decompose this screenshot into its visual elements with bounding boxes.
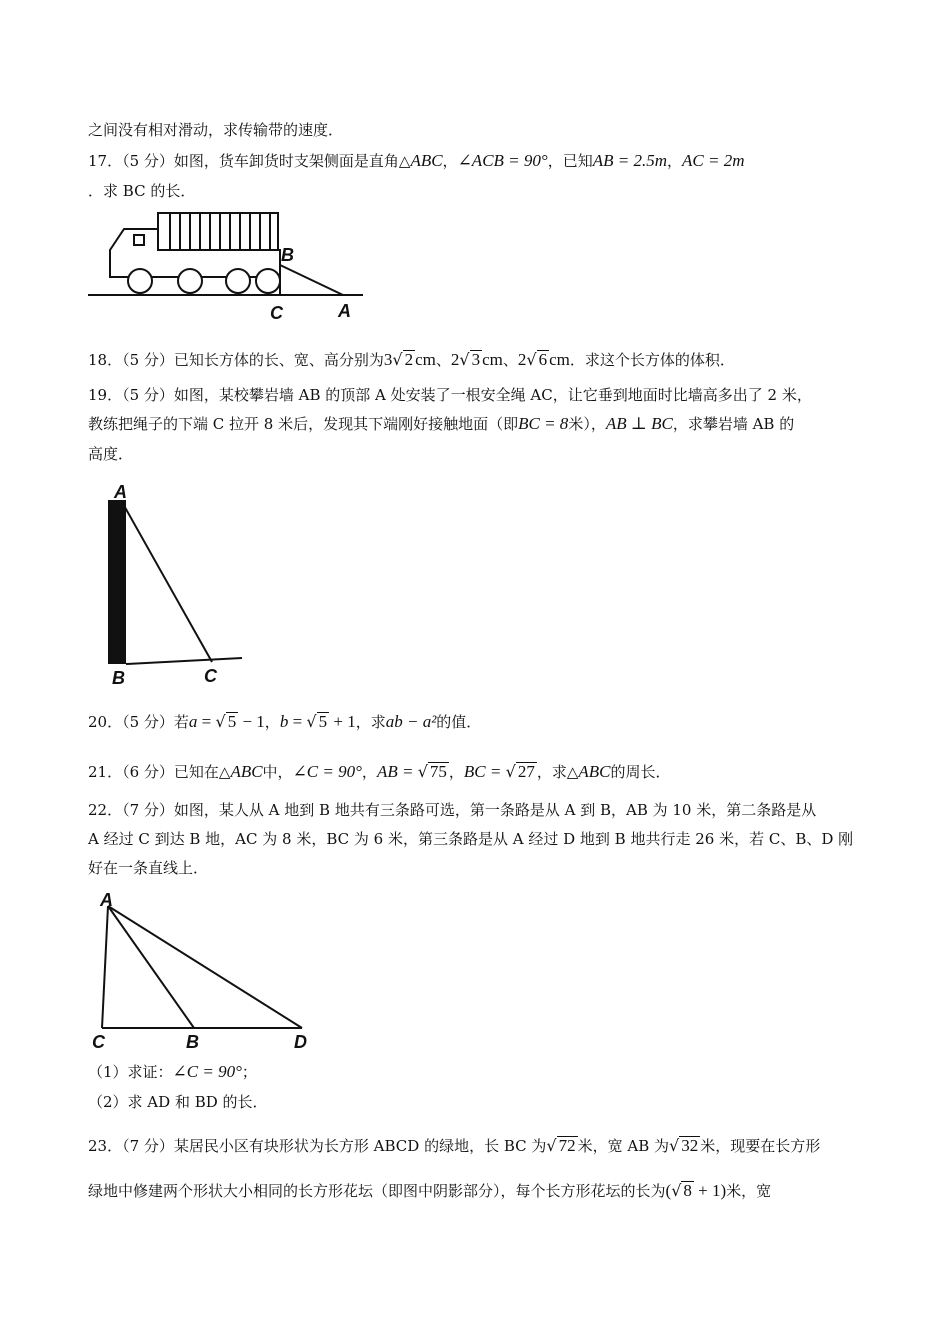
q19-text: 教练把绳子的下端 C 拉开 8 米后，发现其下端刚好接触地面（即 <box>88 415 519 433</box>
sqrt-75: 75 <box>429 762 447 781</box>
math-abc: ABC <box>410 151 443 170</box>
q21-text: 21．（6 分）已知在△ <box>88 763 231 781</box>
dim-3: 2√ 6 cm <box>517 350 570 369</box>
label-b: B <box>112 668 125 688</box>
label-c: C <box>270 303 283 323</box>
sqrt-5: 5 <box>318 712 328 731</box>
math-bc8: BC = 8 <box>518 414 569 433</box>
question-22-line2: A 经过 C 到达 B 地，AC 为 8 米，BC 为 6 米，第三条路是从 A 经过 D 地到 B 地共行走 26 米，若 C、B、D 刚 <box>88 830 854 848</box>
question-22: 22．（7 分）如图，某人从 A 地到 B 地共有三条路可选，第一条路是从 A 到 B，AB 为 10 米，第二条路是从 <box>88 801 817 819</box>
math-ac: AC = 2m <box>682 151 745 170</box>
label-a: A <box>100 890 113 910</box>
question-22-line3: 好在一条直线上． <box>88 859 209 877</box>
text-line: 之间没有相对滑动，求传输带的速度． <box>88 121 344 139</box>
question-19-line3: 高度． <box>88 445 134 463</box>
q20-text: 20．（5 分）若 <box>88 713 189 731</box>
label-b: B <box>281 245 294 265</box>
sqrt-8: 8 <box>683 1181 692 1200</box>
math-perp: AB ⊥ BC <box>605 414 673 433</box>
var-b: b <box>279 712 289 731</box>
question-21: 21．（6 分）已知在△ABC中，∠C = 90°，AB = √ 75 ，BC = √ 27 ，求△ABC的周长． <box>88 762 671 781</box>
expression: ab − a² <box>385 712 437 731</box>
question-23: 23．（7 分）某居民小区有块形状为长方形 ABCD 的绿地，长 BC 为√ 72 米，宽 AB 为√ 32 米，现要在长方形 <box>88 1136 821 1155</box>
math-angle: ∠C = 90° <box>292 762 362 781</box>
question-17 <box>88 151 744 171</box>
sep: 、 <box>435 351 451 369</box>
climbing-wall-figure <box>100 478 260 688</box>
sep: 、 <box>502 351 518 369</box>
question-19-line2 <box>88 414 794 434</box>
math-angle: ∠ACB = 90° <box>457 151 548 170</box>
dim-1: 3√ 2 cm <box>383 350 436 369</box>
sqrt-32: 32 <box>681 1136 699 1155</box>
question-19: 19．（5 分）如图，某校攀岩墙 AB 的顶部 A 处安装了一根安全绳 AC，让它垂到地面时比墙高多出了 2 米， <box>88 386 812 404</box>
label-b: B <box>186 1032 199 1052</box>
sqrt-27: 27 <box>517 762 535 781</box>
question-17-end: ．求 BC 的长． <box>88 182 196 200</box>
label-a: A <box>114 482 127 502</box>
q17-text: 17．（5 分）如图，货车卸货时支架侧面是直角△ <box>88 152 411 170</box>
label-a: A <box>338 301 351 321</box>
var-a: a <box>188 712 198 731</box>
label-d: D <box>294 1032 307 1052</box>
label-c: C <box>204 666 217 686</box>
sep: ， <box>666 152 682 170</box>
sqrt-5: 5 <box>227 712 237 731</box>
q19-mid: 米）， <box>568 415 606 433</box>
q18-end: ．求这个长方体的体积． <box>569 351 735 369</box>
question-23-line2: 绿地中修建两个形状大小相同的长方形花坛（即图中阴影部分），每个长方形花坛的长为(√ 8 + 1)米，宽 <box>88 1181 772 1200</box>
sep: ， <box>442 152 458 170</box>
q18-text: 18．（5 分）已知长方体的长、宽、高分别为 <box>88 351 384 369</box>
sqrt-72: 72 <box>558 1136 576 1155</box>
truck-figure <box>88 205 368 325</box>
triangle-figure <box>90 888 320 1058</box>
math-ab: AB = 2.5m <box>592 151 667 170</box>
label-c: C <box>92 1032 105 1052</box>
question-18 <box>88 350 735 370</box>
dim-2: 2√ 3 cm <box>450 350 503 369</box>
q22-part1: （1）求证：∠C = 90°； <box>88 1062 257 1081</box>
q19-end: ，求攀岩墙 AB 的 <box>672 415 795 433</box>
question-20: 20．（5 分）若a = √ 5 − 1，b = √ 5 + 1，求ab − a²的值． <box>88 712 482 731</box>
q22-part2: （2）求 AD 和 BD 的长． <box>88 1093 268 1111</box>
sep: ，已知 <box>547 152 593 170</box>
